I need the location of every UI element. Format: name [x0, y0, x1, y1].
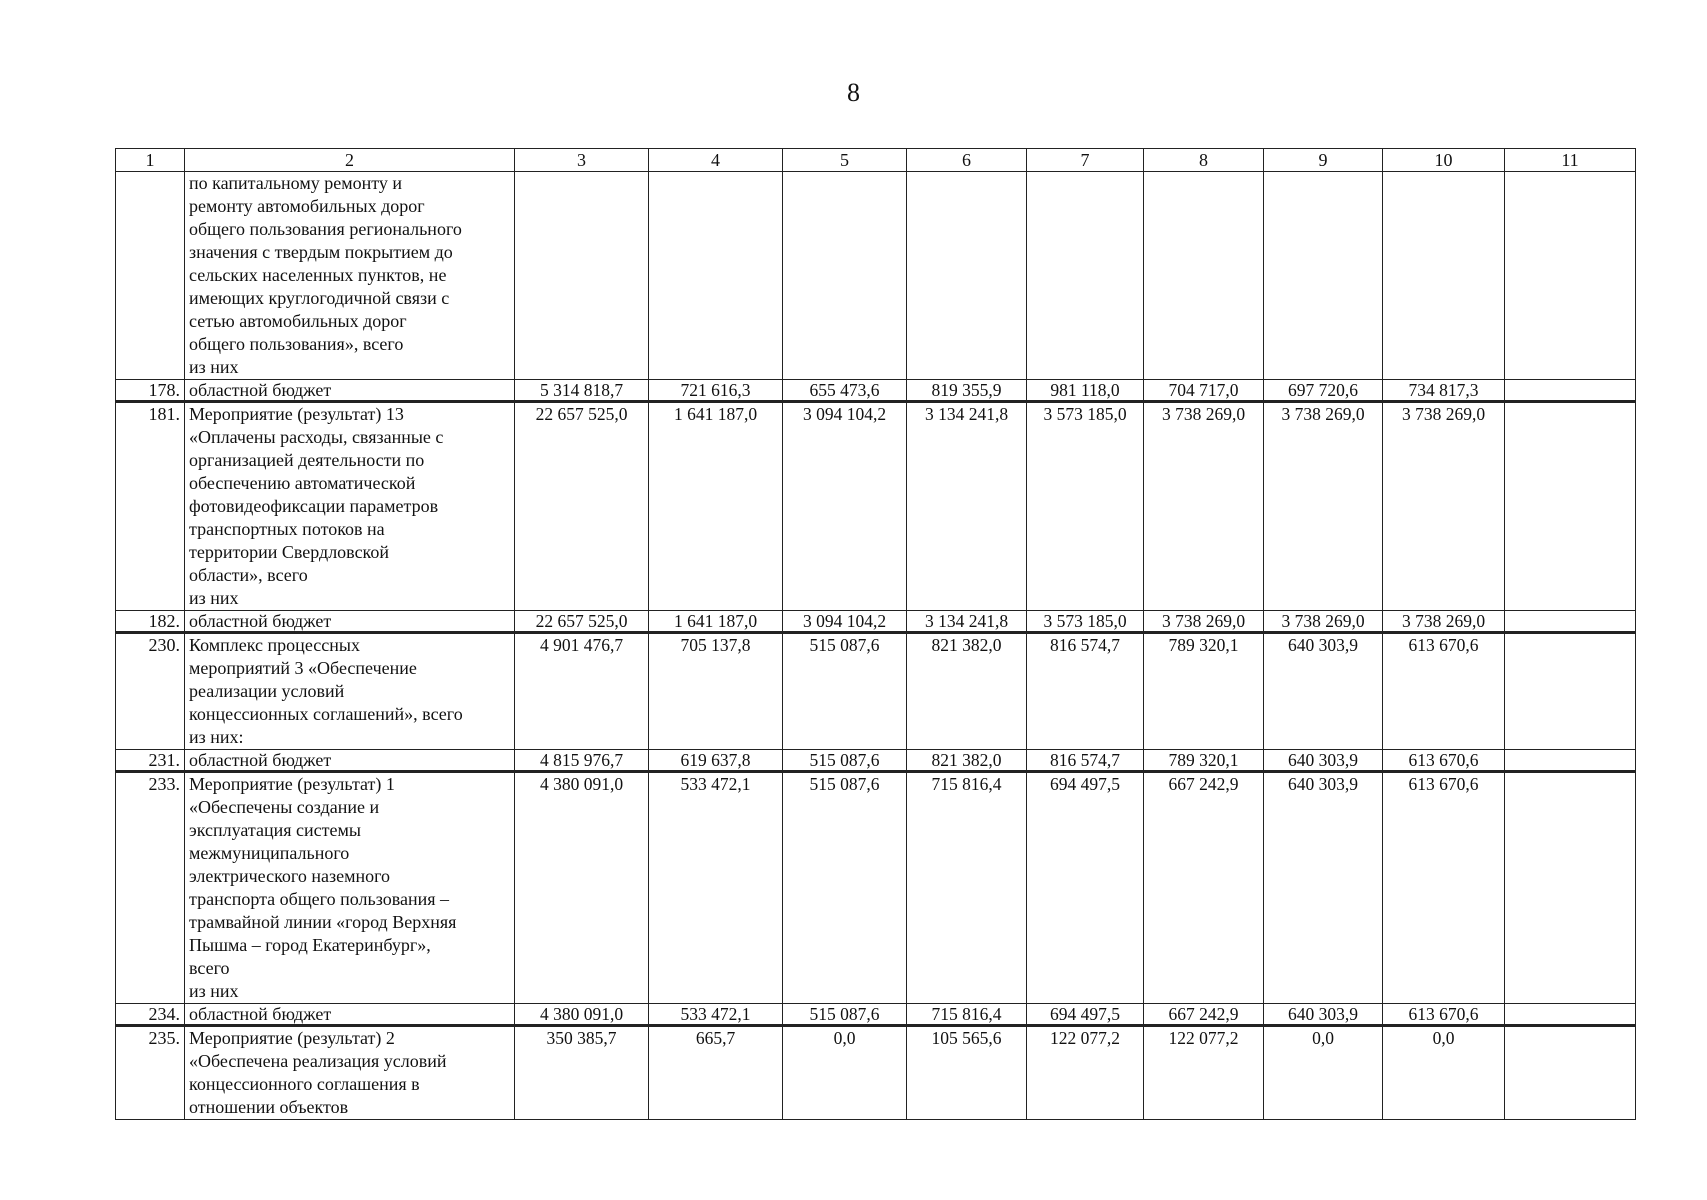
- description-line: общего пользования регионального: [189, 219, 462, 239]
- row-description: [185, 402, 515, 611]
- value-cell-col-11: [1505, 172, 1636, 380]
- description-line: реализации условий: [189, 681, 345, 701]
- row-description: [185, 772, 515, 1004]
- row-number: 234.: [116, 1004, 185, 1026]
- value-cell-col-7: 694 497,5: [1027, 1004, 1144, 1026]
- value-cell-col-7: 3 573 185,0: [1027, 402, 1144, 611]
- value-cell-col-5: 515 087,6: [783, 772, 907, 1004]
- value-cell-col-8: 667 242,9: [1144, 1004, 1264, 1026]
- row-number: 230.: [116, 633, 185, 750]
- description-line: эксплуатация системы: [189, 820, 361, 840]
- description-line: электрического наземного: [189, 866, 391, 886]
- description-line: всего: [189, 958, 230, 978]
- description-line: межмуниципального: [189, 843, 350, 863]
- table-row: [116, 1004, 1636, 1026]
- column-header-4: 4: [649, 149, 783, 172]
- page-number: 8: [847, 78, 860, 107]
- description-line: областной бюджет: [189, 611, 332, 631]
- value-cell-col-11: [1505, 633, 1636, 750]
- row-number: [116, 172, 185, 380]
- description-line: отношении объектов: [189, 1097, 349, 1117]
- value-cell-col-6: 821 382,0: [907, 750, 1027, 772]
- value-cell-col-4: 533 472,1: [649, 1004, 783, 1026]
- description-line: Пышма – город Екатеринбург»,: [189, 935, 431, 955]
- value-cell-col-5: 655 473,6: [783, 380, 907, 402]
- description-line: транспортных потоков на: [189, 519, 385, 539]
- value-cell-col-3: 5 314 818,7: [515, 380, 649, 402]
- value-cell-col-6: 819 355,9: [907, 380, 1027, 402]
- description-line: Мероприятие (результат) 13: [189, 404, 404, 424]
- value-cell-col-11: [1505, 772, 1636, 1004]
- value-cell-col-4: 705 137,8: [649, 633, 783, 750]
- table-body: [116, 172, 1636, 1120]
- value-cell-col-9: 697 720,6: [1264, 380, 1383, 402]
- value-cell-col-9: 3 738 269,0: [1264, 611, 1383, 633]
- value-cell-col-9: 640 303,9: [1264, 633, 1383, 750]
- value-cell-col-7: 816 574,7: [1027, 750, 1144, 772]
- value-cell-col-5: 3 094 104,2: [783, 611, 907, 633]
- description-line: концессионного соглашения в: [189, 1074, 420, 1094]
- description-line: транспорта общего пользования –: [189, 889, 449, 909]
- table-row: [116, 750, 1636, 772]
- value-cell-col-6: [907, 172, 1027, 380]
- description-line: ремонту автомобильных дорог: [189, 196, 425, 216]
- row-number: 235.: [116, 1026, 185, 1120]
- value-cell-col-5: 0,0: [783, 1026, 907, 1120]
- value-cell-col-8: 122 077,2: [1144, 1026, 1264, 1120]
- description-line: Мероприятие (результат) 2: [189, 1028, 395, 1048]
- value-cell-col-9: 3 738 269,0: [1264, 402, 1383, 611]
- value-cell-col-4: 721 616,3: [649, 380, 783, 402]
- value-cell-col-8: 3 738 269,0: [1144, 611, 1264, 633]
- column-header-10: 10: [1383, 149, 1505, 172]
- value-cell-col-6: 715 816,4: [907, 772, 1027, 1004]
- table-row: [116, 611, 1636, 633]
- row-number: 181.: [116, 402, 185, 611]
- value-cell-col-8: [1144, 172, 1264, 380]
- row-number: 182.: [116, 611, 185, 633]
- table-row: [116, 402, 1636, 611]
- value-cell-col-4: [649, 172, 783, 380]
- description-line: по капитальному ремонту и: [189, 173, 403, 193]
- value-cell-col-3: 350 385,7: [515, 1026, 649, 1120]
- value-cell-col-3: 4 815 976,7: [515, 750, 649, 772]
- value-cell-col-5: 3 094 104,2: [783, 402, 907, 611]
- value-cell-col-8: 789 320,1: [1144, 633, 1264, 750]
- description-line: значения с твердым покрытием до: [189, 242, 453, 262]
- value-cell-col-7: 816 574,7: [1027, 633, 1144, 750]
- value-cell-col-4: 533 472,1: [649, 772, 783, 1004]
- header-row: [116, 149, 1636, 172]
- value-cell-col-11: [1505, 380, 1636, 402]
- value-cell-col-8: 704 717,0: [1144, 380, 1264, 402]
- description-line: обеспечению автоматической: [189, 473, 416, 493]
- value-cell-col-11: [1505, 1004, 1636, 1026]
- value-cell-col-9: [1264, 172, 1383, 380]
- row-number: 178.: [116, 380, 185, 402]
- value-cell-col-7: 694 497,5: [1027, 772, 1144, 1004]
- description-line: сетью автомобильных дорог: [189, 311, 407, 331]
- column-header-7: 7: [1027, 149, 1144, 172]
- value-cell-col-10: 734 817,3: [1383, 380, 1505, 402]
- description-line: областной бюджет: [189, 750, 332, 770]
- row-description: [185, 633, 515, 750]
- value-cell-col-7: 122 077,2: [1027, 1026, 1144, 1120]
- description-line: Комплекс процессных: [189, 635, 360, 655]
- description-line: мероприятий 3 «Обеспечение: [189, 658, 417, 678]
- description-line: из них: [189, 588, 239, 608]
- description-line: областной бюджет: [189, 380, 332, 400]
- value-cell-col-10: 0,0: [1383, 1026, 1505, 1120]
- description-line: «Оплачены расходы, связанные с: [189, 427, 444, 447]
- value-cell-col-5: 515 087,6: [783, 750, 907, 772]
- value-cell-col-11: [1505, 611, 1636, 633]
- value-cell-col-6: 105 565,6: [907, 1026, 1027, 1120]
- value-cell-col-6: 3 134 241,8: [907, 402, 1027, 611]
- row-number: 231.: [116, 750, 185, 772]
- column-header-3: 3: [515, 149, 649, 172]
- row-description: [185, 611, 515, 633]
- value-cell-col-7: 3 573 185,0: [1027, 611, 1144, 633]
- value-cell-col-3: 4 901 476,7: [515, 633, 649, 750]
- value-cell-col-11: [1505, 750, 1636, 772]
- value-cell-col-9: 0,0: [1264, 1026, 1383, 1120]
- budget-table: [115, 148, 1636, 1120]
- value-cell-col-9: 640 303,9: [1264, 772, 1383, 1004]
- table-row: [116, 1026, 1636, 1120]
- value-cell-col-4: 665,7: [649, 1026, 783, 1120]
- description-line: из них:: [189, 727, 244, 747]
- description-line: областной бюджет: [189, 1004, 332, 1024]
- column-header-9: 9: [1264, 149, 1383, 172]
- column-header-1: 1: [116, 149, 185, 172]
- value-cell-col-6: 821 382,0: [907, 633, 1027, 750]
- description-line: Мероприятие (результат) 1: [189, 774, 395, 794]
- value-cell-col-10: 613 670,6: [1383, 772, 1505, 1004]
- row-description: [185, 1004, 515, 1026]
- value-cell-col-3: [515, 172, 649, 380]
- value-cell-col-11: [1505, 1026, 1636, 1120]
- description-line: имеющих круглогодичной связи с: [189, 288, 450, 308]
- description-line: трамвайной линии «город Верхняя: [189, 912, 457, 932]
- row-number: 233.: [116, 772, 185, 1004]
- description-line: «Обеспечена реализация условий: [189, 1051, 447, 1071]
- row-description: [185, 1026, 515, 1120]
- value-cell-col-6: 715 816,4: [907, 1004, 1027, 1026]
- column-header-8: 8: [1144, 149, 1264, 172]
- value-cell-col-10: 3 738 269,0: [1383, 402, 1505, 611]
- value-cell-col-3: 22 657 525,0: [515, 402, 649, 611]
- value-cell-col-5: [783, 172, 907, 380]
- value-cell-col-10: 3 738 269,0: [1383, 611, 1505, 633]
- column-header-2: 2: [185, 149, 515, 172]
- description-line: из них: [189, 981, 239, 1001]
- value-cell-col-5: 515 087,6: [783, 1004, 907, 1026]
- value-cell-col-4: 619 637,8: [649, 750, 783, 772]
- description-line: сельских населенных пунктов, не: [189, 265, 447, 285]
- row-description: [185, 750, 515, 772]
- description-line: из них: [189, 357, 239, 377]
- description-line: области», всего: [189, 565, 308, 585]
- value-cell-col-8: 667 242,9: [1144, 772, 1264, 1004]
- table-row: [116, 172, 1636, 380]
- value-cell-col-8: 789 320,1: [1144, 750, 1264, 772]
- value-cell-col-4: 1 641 187,0: [649, 402, 783, 611]
- row-description: [185, 380, 515, 402]
- description-line: общего пользования», всего: [189, 334, 404, 354]
- value-cell-col-9: 640 303,9: [1264, 750, 1383, 772]
- value-cell-col-3: 4 380 091,0: [515, 772, 649, 1004]
- value-cell-col-6: 3 134 241,8: [907, 611, 1027, 633]
- value-cell-col-10: [1383, 172, 1505, 380]
- description-line: «Обеспечены создание и: [189, 797, 380, 817]
- value-cell-col-4: 1 641 187,0: [649, 611, 783, 633]
- table-row: [116, 772, 1636, 1004]
- value-cell-col-7: 981 118,0: [1027, 380, 1144, 402]
- description-line: фотовидеофиксации параметров: [189, 496, 439, 516]
- value-cell-col-8: 3 738 269,0: [1144, 402, 1264, 611]
- value-cell-col-3: 4 380 091,0: [515, 1004, 649, 1026]
- column-header-6: 6: [907, 149, 1027, 172]
- value-cell-col-5: 515 087,6: [783, 633, 907, 750]
- value-cell-col-10: 613 670,6: [1383, 750, 1505, 772]
- table-row: [116, 633, 1636, 750]
- table-row: [116, 380, 1636, 402]
- description-line: концессионных соглашений», всего: [189, 704, 463, 724]
- value-cell-col-10: 613 670,6: [1383, 633, 1505, 750]
- value-cell-col-9: 640 303,9: [1264, 1004, 1383, 1026]
- value-cell-col-7: [1027, 172, 1144, 380]
- value-cell-col-11: [1505, 402, 1636, 611]
- column-header-5: 5: [783, 149, 907, 172]
- description-line: территории Свердловской: [189, 542, 390, 562]
- value-cell-col-3: 22 657 525,0: [515, 611, 649, 633]
- description-line: организацией деятельности по: [189, 450, 425, 470]
- value-cell-col-10: 613 670,6: [1383, 1004, 1505, 1026]
- row-description: [185, 172, 515, 380]
- column-header-11: 11: [1505, 149, 1636, 172]
